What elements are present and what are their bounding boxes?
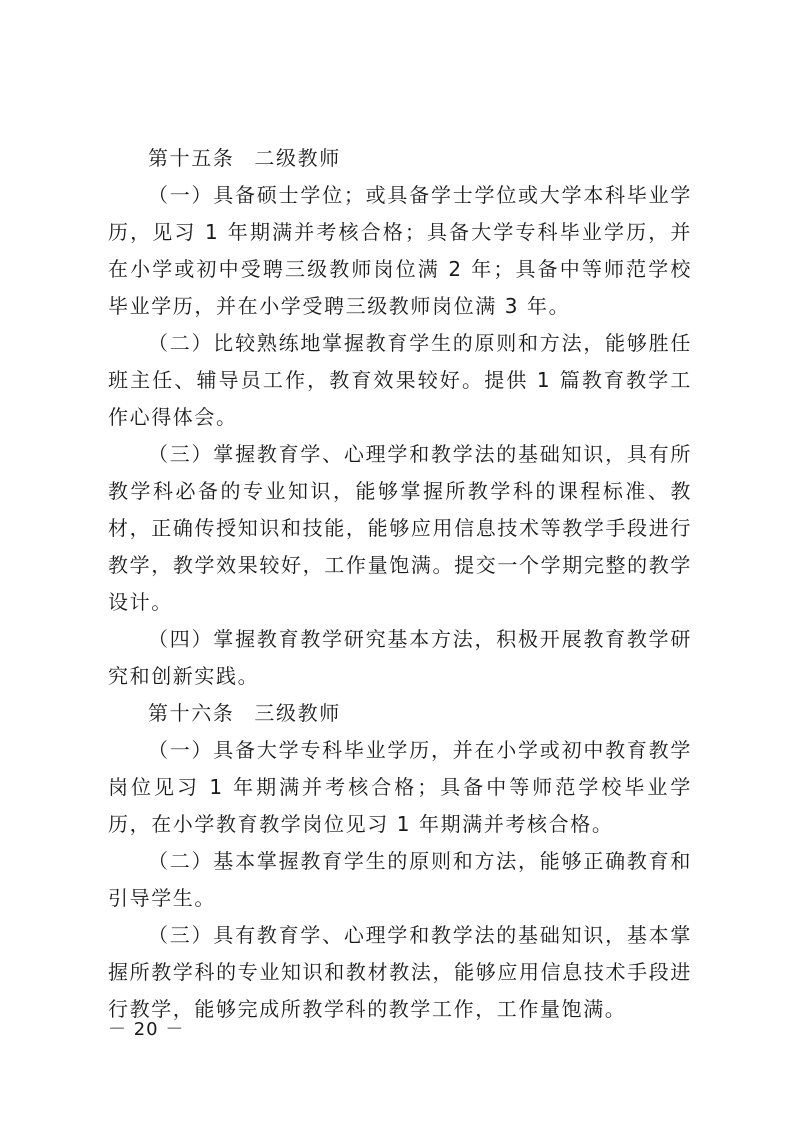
paragraph: （二）比较熟练地掌握教育学生的原则和方法，能够胜任班主任、辅导员工作，教育效果较好。提供 1 篇教育教学工作心得体会。	[108, 331, 692, 429]
paragraph: （二）基本掌握教育学生的原则和方法，能够正确教育和引导学生。	[108, 849, 692, 910]
paragraph: （三）具有教育学、心理学和教学法的基础知识，基本掌握所教学科的专业知识和教材教法，能够应用信息技术手段进行教学，能够完成所教学科的教学工作，工作量饱满。	[108, 923, 692, 1021]
article-number: 第十六条	[148, 701, 235, 725]
article-number: 第十五条	[148, 146, 235, 170]
paragraph: （四）掌握教育教学研究基本方法，积极开展教育教学研究和创新实践。	[108, 627, 692, 688]
article-title: 三级教师	[254, 701, 341, 725]
article-title: 二级教师	[254, 146, 341, 170]
paragraph: （三）掌握教育学、心理学和教学法的基础知识，具有所教学科必备的专业知识，能够掌握所教学科的课程标准、教材，正确传授知识和技能，能够应用信息技术等教学手段进行教学，教学效果较好，工作量饱满。提交一个学期完整的教学设计。	[108, 442, 692, 614]
article-heading	[108, 695, 692, 732]
paragraph: （一）具备硕士学位；或具备学士学位或大学本科毕业学历，见习 1 年期满并考核合格；具备大学专科毕业学历，并在小学或初中受聘三级教师岗位满 2 年；具备中等师范学校毕业学历，并在小学受聘三级教师岗位满 3 年。	[108, 183, 692, 318]
paragraph: （一）具备大学专科毕业学历，并在小学或初中教育教学岗位见习 1 年期满并考核合格；具备中等师范学校毕业学历，在小学教育教学岗位见习 1 年期满并考核合格。	[108, 738, 692, 836]
document-body	[108, 140, 692, 1028]
article-heading	[108, 140, 692, 177]
page-number: － 20 －	[108, 1019, 185, 1040]
